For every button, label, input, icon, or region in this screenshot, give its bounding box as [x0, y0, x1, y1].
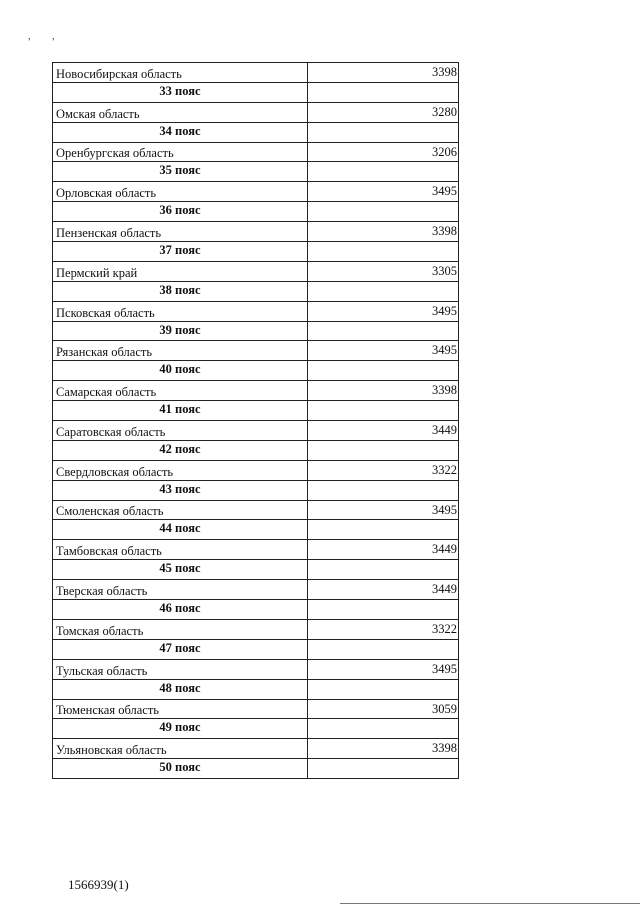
- region-value: 3206: [308, 142, 459, 162]
- zones-table-body: [53, 63, 459, 779]
- region-value: 3398: [308, 63, 459, 83]
- region-row: [53, 261, 459, 281]
- region-row: [53, 500, 459, 520]
- empty-value-cell: [308, 242, 459, 262]
- zone-header-row: [53, 679, 459, 699]
- region-value: 3280: [308, 102, 459, 122]
- region-name: Саратовская область: [53, 421, 308, 441]
- zone-label: 41 пояс: [53, 401, 308, 421]
- empty-value-cell: [308, 122, 459, 142]
- empty-value-cell: [308, 202, 459, 222]
- region-name: Пензенская область: [53, 222, 308, 242]
- zone-header-row: [53, 639, 459, 659]
- scan-edge-line: [340, 903, 640, 904]
- empty-value-cell: [308, 520, 459, 540]
- region-value: 3398: [308, 222, 459, 242]
- zone-label: 39 пояс: [53, 321, 308, 341]
- region-name: Самарская область: [53, 381, 308, 401]
- region-row: [53, 182, 459, 202]
- region-row: [53, 540, 459, 560]
- region-row: [53, 222, 459, 242]
- region-row: [53, 699, 459, 719]
- zone-label: 45 пояс: [53, 560, 308, 580]
- region-row: [53, 301, 459, 321]
- zone-header-row: [53, 401, 459, 421]
- zone-header-row: [53, 82, 459, 102]
- empty-value-cell: [308, 321, 459, 341]
- region-value: 3322: [308, 460, 459, 480]
- empty-value-cell: [308, 440, 459, 460]
- region-value: 3449: [308, 580, 459, 600]
- region-row: [53, 580, 459, 600]
- scan-mark: ,: [28, 31, 31, 42]
- empty-value-cell: [308, 401, 459, 421]
- zone-label: 44 пояс: [53, 520, 308, 540]
- region-row: [53, 381, 459, 401]
- region-value: 3495: [308, 182, 459, 202]
- zone-header-row: [53, 361, 459, 381]
- empty-value-cell: [308, 281, 459, 301]
- region-value: 3449: [308, 540, 459, 560]
- zone-header-row: [53, 480, 459, 500]
- region-name: Свердловская область: [53, 460, 308, 480]
- empty-value-cell: [308, 600, 459, 620]
- zone-header-row: [53, 759, 459, 779]
- region-name: Пермский край: [53, 261, 308, 281]
- region-value: 3495: [308, 500, 459, 520]
- region-value: 3305: [308, 261, 459, 281]
- region-name: Смоленская область: [53, 500, 308, 520]
- zone-label: 36 пояс: [53, 202, 308, 222]
- zone-label: 35 пояс: [53, 162, 308, 182]
- region-name: Тульская область: [53, 659, 308, 679]
- region-name: Омская область: [53, 102, 308, 122]
- empty-value-cell: [308, 560, 459, 580]
- empty-value-cell: [308, 361, 459, 381]
- region-value: 3398: [308, 739, 459, 759]
- zone-label: 42 пояс: [53, 440, 308, 460]
- region-row: [53, 460, 459, 480]
- region-value: 3449: [308, 421, 459, 441]
- scan-mark: ,: [52, 31, 55, 42]
- region-row: [53, 341, 459, 361]
- region-name: Оренбургская область: [53, 142, 308, 162]
- region-name: Томская область: [53, 619, 308, 639]
- zone-header-row: [53, 281, 459, 301]
- zone-label: 43 пояс: [53, 480, 308, 500]
- zone-header-row: [53, 321, 459, 341]
- zone-label: 46 пояс: [53, 600, 308, 620]
- empty-value-cell: [308, 162, 459, 182]
- empty-value-cell: [308, 759, 459, 779]
- zone-label: 37 пояс: [53, 242, 308, 262]
- region-value: 3495: [308, 341, 459, 361]
- zone-header-row: [53, 600, 459, 620]
- zone-label: 48 пояс: [53, 679, 308, 699]
- region-value: 3495: [308, 301, 459, 321]
- zone-label: 49 пояс: [53, 719, 308, 739]
- region-value: 3495: [308, 659, 459, 679]
- region-name: Тюменская область: [53, 699, 308, 719]
- zone-label: 47 пояс: [53, 639, 308, 659]
- region-name: Рязанская область: [53, 341, 308, 361]
- zone-header-row: [53, 202, 459, 222]
- region-value: 3398: [308, 381, 459, 401]
- region-name: Тверская область: [53, 580, 308, 600]
- document-number: 1566939(1): [68, 877, 129, 892]
- empty-value-cell: [308, 639, 459, 659]
- zone-header-row: [53, 440, 459, 460]
- empty-value-cell: [308, 480, 459, 500]
- zone-header-row: [53, 520, 459, 540]
- zones-table-container: [52, 62, 458, 779]
- region-row: [53, 739, 459, 759]
- zone-header-row: [53, 560, 459, 580]
- region-row: [53, 619, 459, 639]
- empty-value-cell: [308, 679, 459, 699]
- region-row: [53, 102, 459, 122]
- region-value: 3059: [308, 699, 459, 719]
- zone-header-row: [53, 122, 459, 142]
- region-row: [53, 659, 459, 679]
- zone-label: 50 пояс: [53, 759, 308, 779]
- empty-value-cell: [308, 719, 459, 739]
- region-row: [53, 142, 459, 162]
- region-value: 3322: [308, 619, 459, 639]
- zones-table: [52, 62, 459, 779]
- region-name: Псковская область: [53, 301, 308, 321]
- zone-label: 34 пояс: [53, 122, 308, 142]
- zone-label: 33 пояс: [53, 82, 308, 102]
- region-row: [53, 421, 459, 441]
- empty-value-cell: [308, 82, 459, 102]
- zone-label: 38 пояс: [53, 281, 308, 301]
- zone-label: 40 пояс: [53, 361, 308, 381]
- zone-header-row: [53, 162, 459, 182]
- region-name: Ульяновская область: [53, 739, 308, 759]
- region-row: [53, 63, 459, 83]
- zone-header-row: [53, 242, 459, 262]
- region-name: Орловская область: [53, 182, 308, 202]
- region-name: Тамбовская область: [53, 540, 308, 560]
- zone-header-row: [53, 719, 459, 739]
- region-name: Новосибирская область: [53, 63, 308, 83]
